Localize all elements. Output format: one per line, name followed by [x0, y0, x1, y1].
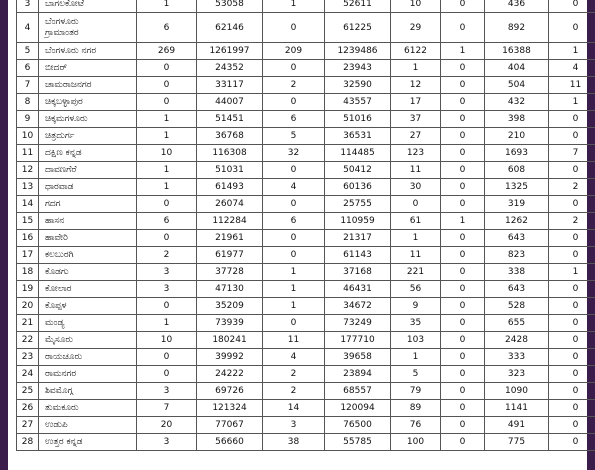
active-cases-cell: 103 [391, 332, 441, 349]
active-cases-cell: 76 [391, 417, 441, 434]
table-row [17, 332, 595, 349]
total-cases-cell: 61977 [197, 247, 263, 264]
total-discharged-cell: 32590 [325, 77, 391, 94]
new-discharged-cell: 2 [263, 77, 325, 94]
serial-cell: 12 [17, 162, 39, 179]
table-row [17, 315, 595, 332]
new-discharged-cell: 6 [263, 111, 325, 128]
active-cases-cell: 221 [391, 264, 441, 281]
total-deaths-cell: 655 [485, 315, 549, 332]
new-cases-cell: 0 [137, 230, 197, 247]
other-deaths-cell: 0 [549, 315, 595, 332]
new-deaths-cell: 0 [441, 400, 485, 417]
new-deaths-cell: 0 [441, 434, 485, 451]
total-deaths-cell: 432 [485, 94, 549, 111]
total-discharged-cell: 51016 [325, 111, 391, 128]
new-cases-cell: 0 [137, 349, 197, 366]
active-cases-cell: 11 [391, 162, 441, 179]
other-deaths-cell: 1 [549, 43, 595, 60]
district-cell: ಧಾರವಾಡ [39, 179, 137, 196]
district-cell: ಉಡುಪಿ [39, 417, 137, 434]
table-row [17, 179, 595, 196]
other-deaths-cell: 0 [549, 162, 595, 179]
district-cell: ಬೀದರ್ [39, 60, 137, 77]
total-cases-cell: 116308 [197, 145, 263, 162]
new-discharged-cell: 3 [263, 417, 325, 434]
district-cell: ಕಲಬುರಗಿ [39, 247, 137, 264]
total-discharged-cell: 55785 [325, 434, 391, 451]
total-cases-cell: 69726 [197, 383, 263, 400]
other-deaths-cell: 0 [549, 128, 595, 145]
serial-cell: 15 [17, 213, 39, 230]
district-cell: ಮಂಡ್ಯ [39, 315, 137, 332]
new-discharged-cell: 0 [263, 60, 325, 77]
total-cases-cell: 121324 [197, 400, 263, 417]
total-discharged-cell: 120094 [325, 400, 391, 417]
total-deaths-cell: 404 [485, 60, 549, 77]
total-deaths-cell: 504 [485, 77, 549, 94]
table-row [17, 111, 595, 128]
active-cases-cell: 0 [391, 196, 441, 213]
table-row [17, 281, 595, 298]
new-deaths-cell: 0 [441, 94, 485, 111]
total-cases-cell: 37728 [197, 264, 263, 281]
new-cases-cell: 7 [137, 400, 197, 417]
new-deaths-cell: 0 [441, 298, 485, 315]
total-deaths-cell: 2428 [485, 332, 549, 349]
active-cases-cell: 29 [391, 13, 441, 43]
serial-cell: 16 [17, 230, 39, 247]
serial-cell: 9 [17, 111, 39, 128]
new-deaths-cell: 0 [441, 13, 485, 43]
total-deaths-cell: 643 [485, 281, 549, 298]
district-cell: ಬಾಗಲಕೋಟೆ [39, 0, 137, 13]
new-discharged-cell: 0 [263, 230, 325, 247]
serial-cell: 19 [17, 281, 39, 298]
new-cases-cell: 3 [137, 281, 197, 298]
new-cases-cell: 3 [137, 434, 197, 451]
new-discharged-cell: 0 [263, 315, 325, 332]
serial-cell: 11 [17, 145, 39, 162]
total-cases-cell: 21961 [197, 230, 263, 247]
new-deaths-cell: 0 [441, 111, 485, 128]
district-cell: ದಕ್ಷಿಣ ಕನ್ನಡ [39, 145, 137, 162]
serial-cell: 7 [17, 77, 39, 94]
district-cell: ಗದಗ [39, 196, 137, 213]
total-cases-cell: 33117 [197, 77, 263, 94]
total-deaths-cell: 643 [485, 230, 549, 247]
new-discharged-cell: 0 [263, 162, 325, 179]
total-discharged-cell: 1239486 [325, 43, 391, 60]
serial-cell: 8 [17, 94, 39, 111]
serial-cell: 24 [17, 366, 39, 383]
active-cases-cell: 1 [391, 230, 441, 247]
total-deaths-cell: 892 [485, 13, 549, 43]
total-discharged-cell: 61143 [325, 247, 391, 264]
total-deaths-cell: 333 [485, 349, 549, 366]
active-cases-cell: 79 [391, 383, 441, 400]
total-cases-cell: 1261997 [197, 43, 263, 60]
table-row [17, 213, 595, 230]
table-row [17, 0, 595, 13]
new-discharged-cell: 1 [263, 281, 325, 298]
total-cases-cell: 73939 [197, 315, 263, 332]
total-discharged-cell: 23894 [325, 366, 391, 383]
table-row [17, 13, 595, 43]
other-deaths-cell: 7 [549, 145, 595, 162]
total-cases-cell: 112284 [197, 213, 263, 230]
new-discharged-cell: 0 [263, 196, 325, 213]
serial-cell: 17 [17, 247, 39, 264]
new-discharged-cell: 32 [263, 145, 325, 162]
district-cell: ರಾಯಚೂರು [39, 349, 137, 366]
new-deaths-cell: 0 [441, 281, 485, 298]
serial-cell: 20 [17, 298, 39, 315]
total-cases-cell: 61493 [197, 179, 263, 196]
active-cases-cell: 1 [391, 60, 441, 77]
total-discharged-cell: 60136 [325, 179, 391, 196]
new-deaths-cell: 1 [441, 213, 485, 230]
district-cell: ಮೈಸೂರು [39, 332, 137, 349]
total-deaths-cell: 1262 [485, 213, 549, 230]
active-cases-cell: 35 [391, 315, 441, 332]
total-deaths-cell: 1325 [485, 179, 549, 196]
active-cases-cell: 11 [391, 247, 441, 264]
new-cases-cell: 269 [137, 43, 197, 60]
total-discharged-cell: 46431 [325, 281, 391, 298]
new-discharged-cell: 1 [263, 264, 325, 281]
new-deaths-cell: 0 [441, 247, 485, 264]
total-discharged-cell: 110959 [325, 213, 391, 230]
other-deaths-cell: 0 [549, 298, 595, 315]
other-deaths-cell: 0 [549, 434, 595, 451]
serial-cell: 28 [17, 434, 39, 451]
district-cell: ಬೆಂಗಳೂರು ಗ್ರಾಮಾಂತರ [39, 13, 137, 43]
total-deaths-cell: 775 [485, 434, 549, 451]
district-cell: ಚಿಕ್ಕಮಗಳೂರು [39, 111, 137, 128]
new-discharged-cell: 1 [263, 298, 325, 315]
total-cases-cell: 53058 [197, 0, 263, 13]
other-deaths-cell: 11 [549, 77, 595, 94]
district-cell: ಬೆಂಗಳೂರು ನಗರ [39, 43, 137, 60]
new-discharged-cell: 14 [263, 400, 325, 417]
other-deaths-cell: 2 [549, 213, 595, 230]
total-deaths-cell: 491 [485, 417, 549, 434]
other-deaths-cell: 0 [549, 332, 595, 349]
table-row [17, 196, 595, 213]
total-deaths-cell: 1141 [485, 400, 549, 417]
total-cases-cell: 51451 [197, 111, 263, 128]
new-deaths-cell: 0 [441, 77, 485, 94]
other-deaths-cell: 0 [549, 230, 595, 247]
district-cell: ಚಾಮರಾಜನಗರ [39, 77, 137, 94]
total-cases-cell: 39992 [197, 349, 263, 366]
table-row [17, 349, 595, 366]
new-deaths-cell: 0 [441, 60, 485, 77]
total-discharged-cell: 23943 [325, 60, 391, 77]
other-deaths-cell: 0 [549, 400, 595, 417]
total-discharged-cell: 76500 [325, 417, 391, 434]
total-deaths-cell: 16388 [485, 43, 549, 60]
total-cases-cell: 26074 [197, 196, 263, 213]
table-row [17, 417, 595, 434]
new-discharged-cell: 0 [263, 247, 325, 264]
district-cell: ರಾಮನಗರ [39, 366, 137, 383]
serial-cell: 14 [17, 196, 39, 213]
table-row [17, 434, 595, 451]
serial-cell: 5 [17, 43, 39, 60]
total-deaths-cell: 210 [485, 128, 549, 145]
serial-cell: 13 [17, 179, 39, 196]
serial-cell: 22 [17, 332, 39, 349]
other-deaths-cell: 1 [549, 264, 595, 281]
table-row [17, 298, 595, 315]
new-cases-cell: 1 [137, 111, 197, 128]
new-deaths-cell: 0 [441, 230, 485, 247]
table-row [17, 264, 595, 281]
total-deaths-cell: 319 [485, 196, 549, 213]
total-cases-cell: 62146 [197, 13, 263, 43]
table-row [17, 366, 595, 383]
total-cases-cell: 47130 [197, 281, 263, 298]
new-cases-cell: 0 [137, 298, 197, 315]
new-discharged-cell: 0 [263, 94, 325, 111]
serial-cell: 10 [17, 128, 39, 145]
other-deaths-cell: 0 [549, 366, 595, 383]
new-discharged-cell: 5 [263, 128, 325, 145]
new-cases-cell: 0 [137, 94, 197, 111]
new-cases-cell: 10 [137, 332, 197, 349]
active-cases-cell: 61 [391, 213, 441, 230]
district-cell: ಶಿವಮೊಗ್ಗ [39, 383, 137, 400]
active-cases-cell: 12 [391, 77, 441, 94]
total-discharged-cell: 25755 [325, 196, 391, 213]
total-discharged-cell: 37168 [325, 264, 391, 281]
other-deaths-cell: 0 [549, 281, 595, 298]
active-cases-cell: 30 [391, 179, 441, 196]
active-cases-cell: 123 [391, 145, 441, 162]
new-deaths-cell: 0 [441, 196, 485, 213]
total-deaths-cell: 528 [485, 298, 549, 315]
district-cell: ಕೋಲಾರ [39, 281, 137, 298]
table-row [17, 94, 595, 111]
serial-cell: 18 [17, 264, 39, 281]
table-row [17, 400, 595, 417]
new-discharged-cell: 209 [263, 43, 325, 60]
serial-cell: 27 [17, 417, 39, 434]
new-cases-cell: 0 [137, 77, 197, 94]
other-deaths-cell: 2 [549, 179, 595, 196]
new-cases-cell: 1 [137, 162, 197, 179]
table-row [17, 77, 595, 94]
total-discharged-cell: 68557 [325, 383, 391, 400]
active-cases-cell: 27 [391, 128, 441, 145]
new-discharged-cell: 38 [263, 434, 325, 451]
new-cases-cell: 6 [137, 213, 197, 230]
total-deaths-cell: 1693 [485, 145, 549, 162]
other-deaths-cell: 4 [549, 60, 595, 77]
district-cell: ಕೊಡಗು [39, 264, 137, 281]
total-discharged-cell: 50412 [325, 162, 391, 179]
active-cases-cell: 56 [391, 281, 441, 298]
new-cases-cell: 1 [137, 179, 197, 196]
total-discharged-cell: 43557 [325, 94, 391, 111]
new-deaths-cell: 0 [441, 366, 485, 383]
active-cases-cell: 17 [391, 94, 441, 111]
new-deaths-cell: 0 [441, 162, 485, 179]
total-discharged-cell: 73249 [325, 315, 391, 332]
new-cases-cell: 3 [137, 383, 197, 400]
serial-cell: 21 [17, 315, 39, 332]
table-row [17, 43, 595, 60]
other-deaths-cell: 0 [549, 247, 595, 264]
new-deaths-cell: 0 [441, 128, 485, 145]
other-deaths-cell: 0 [549, 13, 595, 43]
new-discharged-cell: 2 [263, 383, 325, 400]
new-cases-cell: 0 [137, 60, 197, 77]
new-deaths-cell: 0 [441, 0, 485, 13]
total-deaths-cell: 323 [485, 366, 549, 383]
serial-cell: 25 [17, 383, 39, 400]
district-cell: ಹಾಸನ [39, 213, 137, 230]
total-discharged-cell: 61225 [325, 13, 391, 43]
total-discharged-cell: 21317 [325, 230, 391, 247]
new-discharged-cell: 4 [263, 179, 325, 196]
total-cases-cell: 44007 [197, 94, 263, 111]
new-discharged-cell: 4 [263, 349, 325, 366]
new-cases-cell: 6 [137, 13, 197, 43]
new-discharged-cell: 1 [263, 0, 325, 13]
other-deaths-cell: 0 [549, 0, 595, 13]
district-cell: ಕೊಪ್ಪಳ [39, 298, 137, 315]
new-cases-cell: 0 [137, 366, 197, 383]
table-row [17, 383, 595, 400]
new-cases-cell: 3 [137, 264, 197, 281]
table-row [17, 60, 595, 77]
other-deaths-cell: 0 [549, 383, 595, 400]
new-deaths-cell: 0 [441, 315, 485, 332]
total-cases-cell: 24352 [197, 60, 263, 77]
new-deaths-cell: 0 [441, 349, 485, 366]
new-deaths-cell: 0 [441, 383, 485, 400]
total-discharged-cell: 177710 [325, 332, 391, 349]
other-deaths-cell: 0 [549, 349, 595, 366]
new-cases-cell: 1 [137, 315, 197, 332]
new-discharged-cell: 0 [263, 13, 325, 43]
total-discharged-cell: 36531 [325, 128, 391, 145]
new-cases-cell: 20 [137, 417, 197, 434]
district-cell: ಉತ್ತರ ಕನ್ನಡ [39, 434, 137, 451]
table-body [17, 0, 595, 451]
total-cases-cell: 36768 [197, 128, 263, 145]
total-deaths-cell: 608 [485, 162, 549, 179]
table-row [17, 230, 595, 247]
active-cases-cell: 89 [391, 400, 441, 417]
total-cases-cell: 56660 [197, 434, 263, 451]
active-cases-cell: 100 [391, 434, 441, 451]
serial-cell: 4 [17, 13, 39, 43]
active-cases-cell: 37 [391, 111, 441, 128]
serial-cell: 6 [17, 60, 39, 77]
new-deaths-cell: 0 [441, 145, 485, 162]
district-cell: ಚಿಕ್ಕಬಳ್ಳಾಪುರ [39, 94, 137, 111]
table-row [17, 247, 595, 264]
total-cases-cell: 35209 [197, 298, 263, 315]
active-cases-cell: 1 [391, 349, 441, 366]
district-cell: ಹಾವೇರಿ [39, 230, 137, 247]
total-cases-cell: 24222 [197, 366, 263, 383]
total-cases-cell: 77067 [197, 417, 263, 434]
new-deaths-cell: 0 [441, 417, 485, 434]
total-deaths-cell: 436 [485, 0, 549, 13]
total-deaths-cell: 823 [485, 247, 549, 264]
total-deaths-cell: 338 [485, 264, 549, 281]
table-row [17, 128, 595, 145]
new-cases-cell: 2 [137, 247, 197, 264]
active-cases-cell: 9 [391, 298, 441, 315]
new-deaths-cell: 1 [441, 43, 485, 60]
total-discharged-cell: 114485 [325, 145, 391, 162]
total-cases-cell: 51031 [197, 162, 263, 179]
new-deaths-cell: 0 [441, 179, 485, 196]
district-covid-table [16, 0, 595, 451]
district-cell: ಚಿತ್ರದುರ್ಗ [39, 128, 137, 145]
total-cases-cell: 180241 [197, 332, 263, 349]
new-discharged-cell: 11 [263, 332, 325, 349]
active-cases-cell: 5 [391, 366, 441, 383]
new-cases-cell: 1 [137, 0, 197, 13]
total-deaths-cell: 1090 [485, 383, 549, 400]
new-discharged-cell: 6 [263, 213, 325, 230]
total-discharged-cell: 34672 [325, 298, 391, 315]
other-deaths-cell: 0 [549, 196, 595, 213]
serial-cell: 23 [17, 349, 39, 366]
serial-cell: 26 [17, 400, 39, 417]
new-discharged-cell: 2 [263, 366, 325, 383]
new-deaths-cell: 0 [441, 264, 485, 281]
new-cases-cell: 0 [137, 196, 197, 213]
district-cell: ದಾವಣಗೆರೆ [39, 162, 137, 179]
total-discharged-cell: 39658 [325, 349, 391, 366]
table-row [17, 145, 595, 162]
new-deaths-cell: 0 [441, 332, 485, 349]
table-row [17, 162, 595, 179]
active-cases-cell: 6122 [391, 43, 441, 60]
other-deaths-cell: 1 [549, 94, 595, 111]
new-cases-cell: 1 [137, 128, 197, 145]
other-deaths-cell: 0 [549, 111, 595, 128]
total-discharged-cell: 52611 [325, 0, 391, 13]
active-cases-cell: 10 [391, 0, 441, 13]
district-cell: ತುಮಕೂರು [39, 400, 137, 417]
other-deaths-cell: 0 [549, 417, 595, 434]
total-deaths-cell: 398 [485, 111, 549, 128]
serial-cell: 3 [17, 0, 39, 13]
new-cases-cell: 10 [137, 145, 197, 162]
